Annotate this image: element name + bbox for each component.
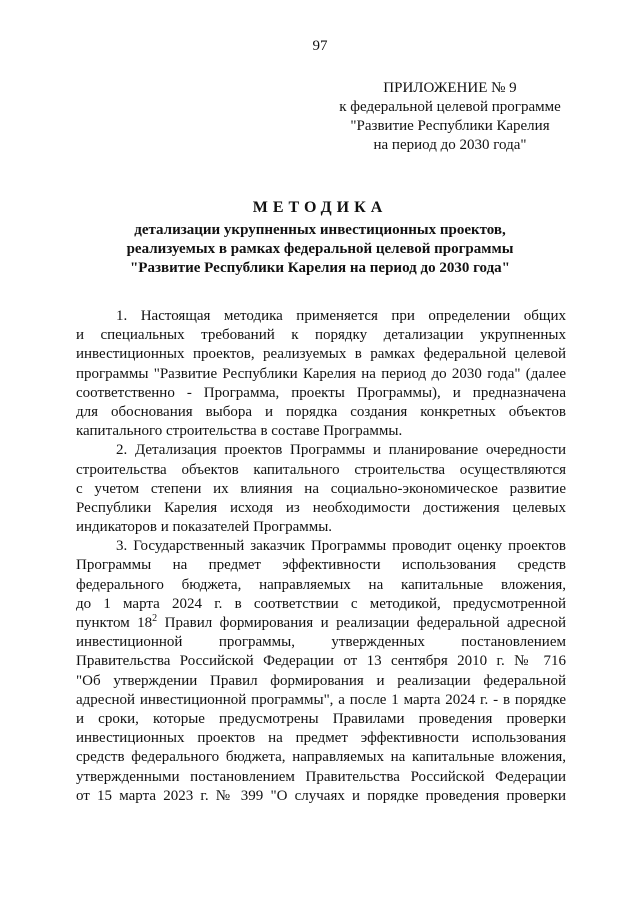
body-line: 3. Государственный заказчик Программы проводит оценку проектов xyxy=(116,538,566,555)
body-line: и специальных требований к порядку детализации укрупненных xyxy=(76,327,566,344)
body-line: для обоснования выбора и порядка создания конкретных объектов xyxy=(76,403,566,420)
body-line: инвестиционных проектов, реализуемых в рамках федеральной целевой xyxy=(76,346,566,363)
body-line: 1. Настоящая методика применяется при определении общих xyxy=(116,308,566,324)
subtitle-line: "Развитие Республики Карелия на период до 2030 года" xyxy=(129,260,510,276)
body-line: индикаторов и показателей Программы. xyxy=(76,519,333,536)
appendix-header xyxy=(300,79,600,155)
body-line: "Об утверждении Правил формирования и реализации федеральной xyxy=(76,672,566,689)
body-line: средств федерального бюджета, направляемых на капитальные вложения, xyxy=(76,749,566,766)
body-line: инвестиционной программы, утвержденных постановлением xyxy=(76,634,566,651)
appendix-line: ПРИЛОЖЕНИЕ № 9 xyxy=(383,80,517,96)
body-line-with-superscript xyxy=(76,614,566,633)
body-line: утвержденными постановлением Правительства Российской Федерации xyxy=(76,768,566,785)
body-line: Республики Карелия исходя из необходимости достижения целевых xyxy=(76,499,566,516)
appendix-line: на период до 2030 года" xyxy=(373,137,527,153)
body-line: до 1 марта 2024 г. в соответствии с методикой, предусмотренной xyxy=(76,595,566,612)
body-line: программы "Развитие Республики Карелия на период до 2030 года" (далее xyxy=(76,365,566,382)
subtitle-line: детализации укрупненных инвестиционных проектов, xyxy=(134,222,506,238)
body-line: от 15 марта 2023 г. № 399 "О случаях и порядке проведения проверки xyxy=(76,787,566,804)
body-line: и сроки, которые предусмотрены Правилами проведения проверки xyxy=(76,710,566,727)
appendix-line: "Развитие Республики Карелия xyxy=(350,118,550,134)
body-line: Программы на предмет эффективности использования средств xyxy=(76,557,566,574)
body-line: с учетом степени их влияния на социально-экономическое развитие xyxy=(76,480,566,497)
body-line: Правительства Российской Федерации от 13 сентября 2010 г. № 716 xyxy=(76,653,566,670)
body-line: адресной инвестиционной программы", а после 1 марта 2024 г. - в порядке xyxy=(76,691,566,708)
body-text-fragment: пунктом 18 xyxy=(76,615,153,631)
body-text-fragment: Правил формирования и реализации федеральной адресной xyxy=(157,615,566,631)
body-line: инвестиционных проектов на предмет эффективности использования xyxy=(76,730,566,747)
appendix-line: к федеральной целевой программе xyxy=(339,99,561,115)
body-line: капитального строительства в составе Программы. xyxy=(76,423,403,440)
body-line: строительства объектов капитального строительства осуществляются xyxy=(76,461,566,478)
body-line: 2. Детализация проектов Программы и планирование очередности xyxy=(116,442,566,459)
document-body xyxy=(76,307,566,806)
page-number: 97 xyxy=(312,38,328,54)
body-line: соответственно - Программа, проекты Программы), и предназначена xyxy=(76,384,566,401)
superscript: 2 xyxy=(152,614,158,624)
document-title: МЕТОДИКА xyxy=(252,199,388,216)
body-line: федерального бюджета, направляемых на капитальные вложения, xyxy=(76,576,566,593)
document-subtitle xyxy=(70,221,570,278)
subtitle-line: реализуемых в рамках федеральной целевой программы xyxy=(126,241,514,257)
